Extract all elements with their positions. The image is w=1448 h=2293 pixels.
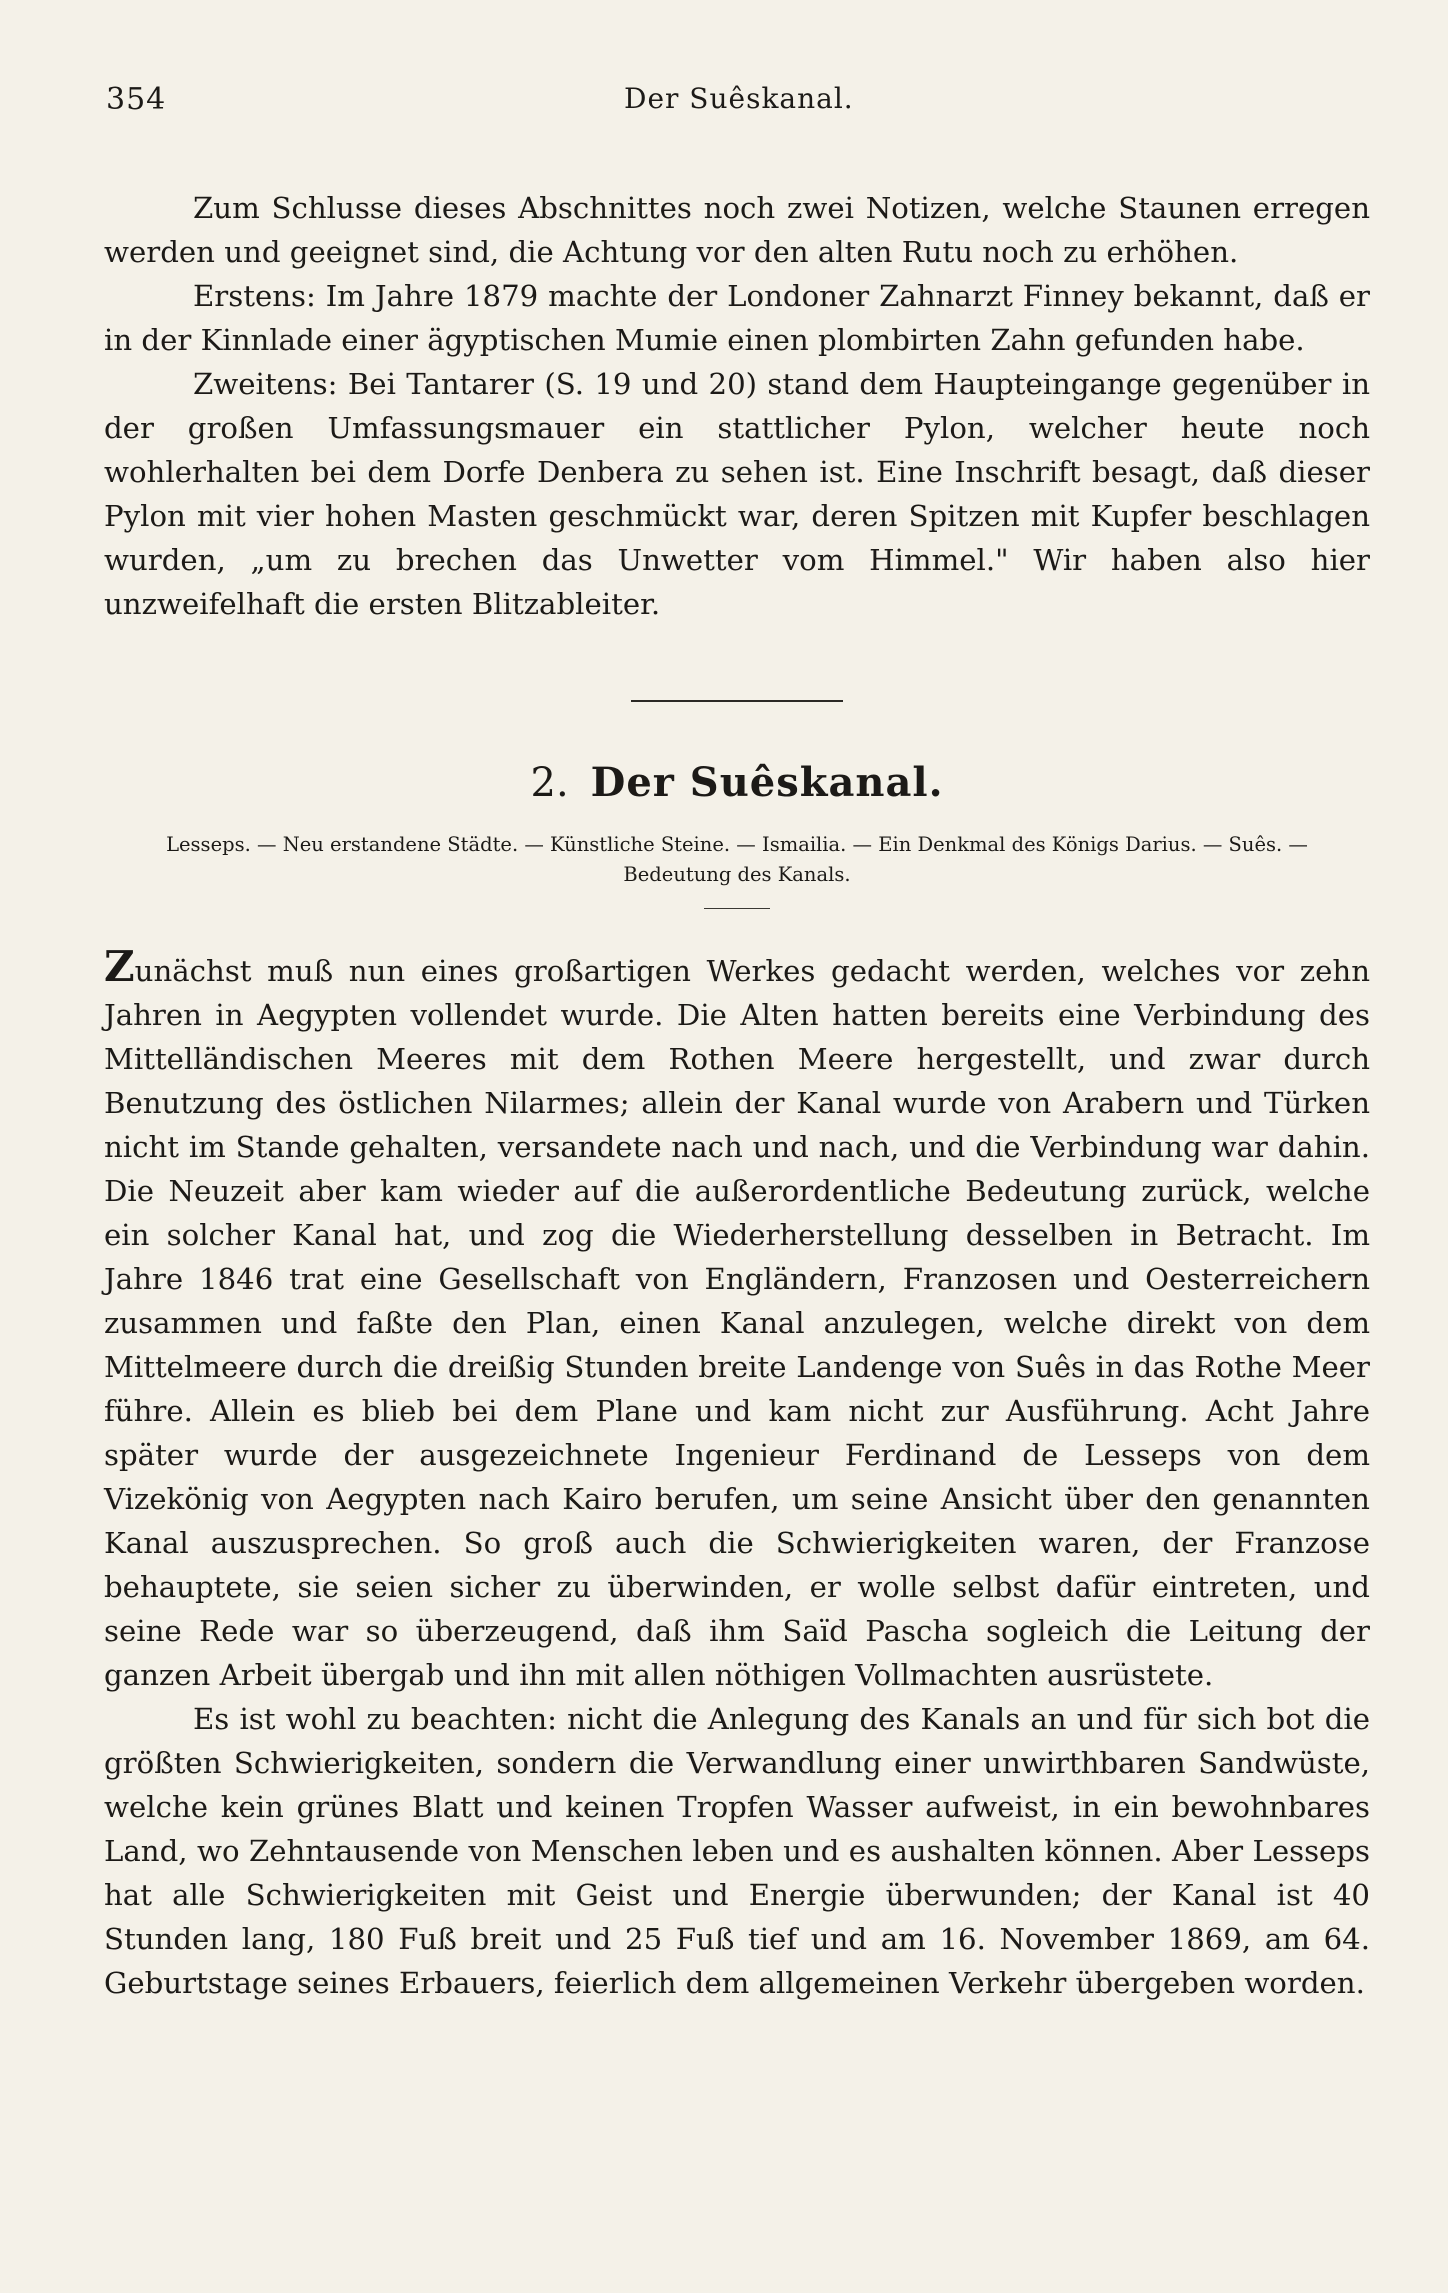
- running-head: [104, 78, 1370, 128]
- chapter-title: Der Suêskanal.: [590, 759, 944, 806]
- chapter-synopsis: Lesseps. — Neu erstandene Städte. — Künstliche Steine. — Ismailia. — Ein Denkmal des Königs Darius. — Suês. — Bedeutung des Kanals.: [166, 833, 1308, 886]
- paragraph-lead-text: unächst muß nun eines großartigen Werkes gedacht werden, welches vor zehn Jahren in Aegypten vollendet wurde. Die Alten hatten bereits eine Verbindung des Mittelländischen Meeres mit dem Rothen Meere hergestellt, und zwar durch Benutzung des östlichen Nilarmes; allein der Kanal wurde von Arabern und Türken nicht im Stande gehalten, versandete nach und nach, und die Verbindung war dahin. Die Neuzeit aber kam wieder auf die außerordentliche Bedeutung zurück, welche ein solcher Kanal hat, und zog die Wiederherstellung desselben in Betracht. Im Jahre 1846 trat eine Gesellschaft von Engländern, Franzosen und Oesterreichern zusammen und faßte den Plan, einen Kanal anzulegen, welche direkt von dem Mittelmeere durch die dreißig Stunden breite Landenge von Suês in das Rothe Meer führe. Allein es blieb bei dem Plane und kam nicht zur Ausführung. Acht Jahre später wurde der ausgezeichnete Ingenieur Ferdinand de Lesseps von dem Vizekönig von Aegypten nach Kairo berufen, um seine Ansicht über den genannten Kanal auszusprechen. So groß auch die Schwierigkeiten waren, der Franzose behauptete, sie seien sicher zu überwinden, er wolle selbst dafür eintreten, und seine Rede war so überzeugend, daß ihm Saïd Pascha sogleich die Leitung der ganzen Arbeit übergab und ihn mit allen nöthigen Vollmachten ausrüstete.: [104, 954, 1370, 1692]
- page-number: 354: [106, 82, 167, 117]
- chapter-body: [104, 942, 1370, 2005]
- paragraph-first-note: Erstens: Im Jahre 1879 machte der Londoner Zahnarzt Finney bekannt, daß er in der Kinnlade einer ägyptischen Mumie einen plombirten Zahn gefunden habe.: [104, 279, 1370, 357]
- notes-section: [104, 186, 1370, 626]
- chapter-heading: [104, 758, 1370, 808]
- section-divider: [631, 700, 843, 702]
- paragraph-second: Es ist wohl zu beachten: nicht die Anlegung des Kanals an und für sich bot die größten Schwierigkeiten, sondern die Verwandlung einer unwirthbaren Sandwüste, welche kein grünes Blatt und keinen Tropfen Wasser aufweist, in ein bewohnbares Land, wo Zehntausende von Menschen leben und es aushalten können. Aber Lesseps hat alle Schwierigkeiten mit Geist und Energie überwunden; der Kanal ist 40 Stunden lang, 180 Fuß breit und 25 Fuß tief und am 16. November 1869, am 64. Geburtstage seines Erbauers, feierlich dem allgemeinen Verkehr übergeben worden.: [104, 1702, 1370, 2000]
- initial-letter: Z: [104, 942, 135, 991]
- paragraph-lead: [104, 942, 1370, 1697]
- running-title: Der Suêskanal.: [624, 82, 854, 115]
- paragraph-notes-intro: Zum Schlusse dieses Abschnittes noch zwei Notizen, welche Staunen erregen werden und geeignet sind, die Achtung vor den alten Rutu noch zu erhöhen.: [104, 191, 1370, 269]
- ornamental-rule: [704, 908, 770, 909]
- paragraph-second-note: Zweitens: Bei Tantarer (S. 19 und 20) stand dem Haupteingange gegenüber in der großen Umfassungsmauer ein stattlicher Pylon, welcher heute noch wohlerhalten bei dem Dorfe Denbera zu sehen ist. Eine Inschrift besagt, daß dieser Pylon mit vier hohen Masten geschmückt war, deren Spitzen mit Kupfer beschlagen wurden, „um zu brechen das Unwetter vom Himmel." Wir haben also hier unzweifelhaft die ersten Blitzableiter.: [104, 367, 1370, 621]
- chapter-number: 2.: [530, 760, 569, 806]
- book-page: [104, 78, 1370, 2258]
